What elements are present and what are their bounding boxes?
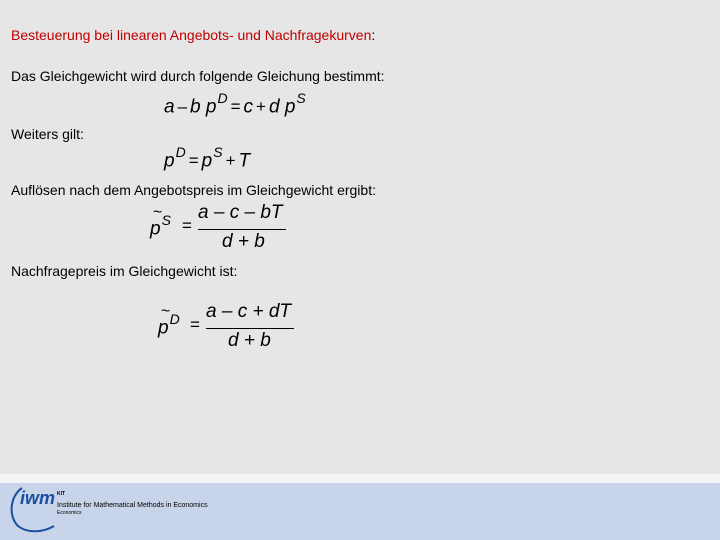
kit-label: KIT (57, 491, 66, 497)
slide-title (11, 27, 375, 43)
paragraph-demand-price: Nachfragepreis im Gleichgewicht ist: (11, 263, 238, 279)
eq4-denominator: d + b (228, 330, 271, 351)
eq3-sup-s: S (161, 212, 171, 228)
iwm-logo (8, 482, 58, 534)
eq4-numerator: a – c + dT (206, 301, 292, 322)
eq1-minus: – (177, 97, 188, 117)
eq1-b: b (190, 96, 201, 118)
eq4-sup-d: D (169, 311, 180, 327)
equation-supply-price (150, 204, 290, 256)
eq1-plus: + (256, 97, 266, 117)
equation-demand-price (158, 303, 298, 355)
eq1-sup-d: D (217, 90, 228, 106)
paragraph-further: Weiters gilt: (11, 126, 84, 142)
eq3-tilde: ~ (153, 204, 163, 221)
eq3-denominator: d + b (222, 231, 265, 252)
eq2-t: T (238, 150, 251, 172)
eq4-p: p (158, 317, 169, 339)
eq1-c: c (243, 96, 254, 118)
eq1-p2: p (284, 96, 296, 118)
logo-text: iwm (20, 488, 56, 508)
eq2-plus: + (225, 151, 236, 171)
eq1-sup-s: S (296, 90, 306, 106)
eq2-sup-d: D (175, 144, 186, 160)
eq4-fraction-bar (206, 328, 294, 329)
eq1-d: d (268, 96, 280, 118)
eq4-tilde: ~ (161, 303, 171, 320)
eq3-p: p (150, 218, 161, 240)
institute-sub: Economics (57, 510, 82, 516)
footer-divider (0, 474, 720, 483)
eq2-p2: p (201, 150, 213, 172)
eq1-equals: = (230, 97, 241, 117)
footer-band (0, 483, 720, 540)
paragraph-supply-price: Auflösen nach dem Angebotspreis im Gleichgewicht ergibt: (11, 182, 376, 198)
slide-title-colon: : (371, 27, 376, 43)
eq2-p: p (164, 150, 175, 172)
eq3-fraction-bar (198, 229, 286, 230)
eq3-numerator: a – c – bT (198, 202, 283, 223)
institute-name: Institute for Mathematical Methods in Economics (57, 502, 208, 509)
equation-tax (164, 146, 250, 172)
paragraph-equilibrium: Das Gleichgewicht wird durch folgende Gleichung bestimmt: (11, 68, 385, 84)
eq2-equals: = (188, 151, 199, 171)
eq4-equals: = (190, 315, 200, 334)
slide-title-text: Besteuerung bei linearen Angebots- und Nachfragekurven (11, 27, 372, 43)
equation-equilibrium (164, 92, 306, 118)
eq1-p: p (205, 96, 217, 118)
eq2-sup-s: S (213, 144, 223, 160)
eq1-a: a (164, 96, 175, 118)
eq3-equals: = (182, 216, 192, 235)
